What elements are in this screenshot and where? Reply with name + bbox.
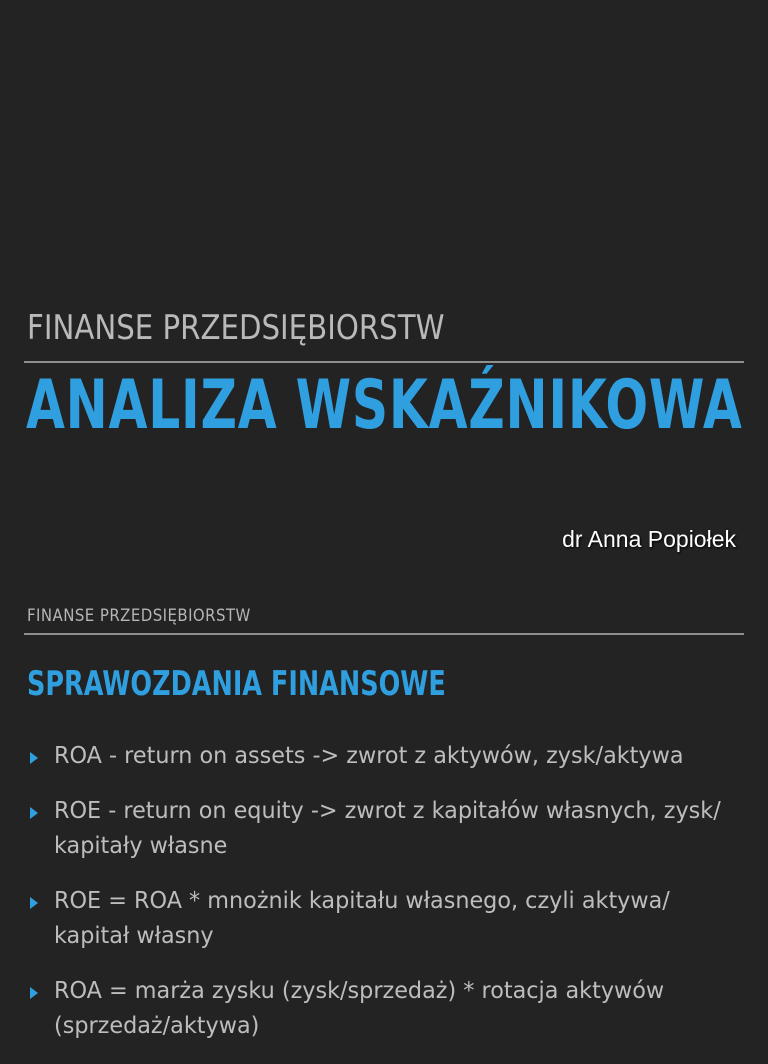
slide2-divider [24, 633, 744, 635]
triangle-bullet-icon [30, 807, 38, 819]
triangle-bullet-icon [30, 987, 38, 999]
bullet-item [30, 739, 742, 774]
bullet-text: ROE - return on equity -> zwrot z kapitałów własnych, zysk/ kapitały własne [54, 798, 721, 859]
bullet-text: ROE = ROA * mnożnik kapitału własnego, czyli aktywa/ kapitał własny [54, 888, 670, 949]
bullet-item [30, 794, 742, 864]
bullet-item [30, 974, 742, 1044]
slide1-eyebrow: FINANSE PRZEDSIĘBIORSTW [27, 308, 445, 348]
slide2-eyebrow: FINANSE PRZEDSIĘBIORSTW [27, 606, 251, 626]
slide1-title: ANALIZA WSKAŹNIKOWA [26, 366, 743, 445]
author-name: dr Anna Popiołek [562, 526, 736, 552]
bullet-list [30, 739, 742, 1064]
triangle-bullet-icon [30, 897, 38, 909]
bullet-text: ROA = marża zysku (zysk/sprzedaż) * rotacja aktywów (sprzedaż/aktywa) [54, 978, 665, 1039]
slide2-title: SPRAWOZDANIA FINANSOWE [27, 664, 446, 704]
bullet-item [30, 884, 742, 954]
triangle-bullet-icon [30, 752, 38, 764]
slide1-divider [24, 361, 744, 363]
bullet-text: ROA - return on assets -> zwrot z aktywów, zysk/aktywa [54, 743, 684, 769]
